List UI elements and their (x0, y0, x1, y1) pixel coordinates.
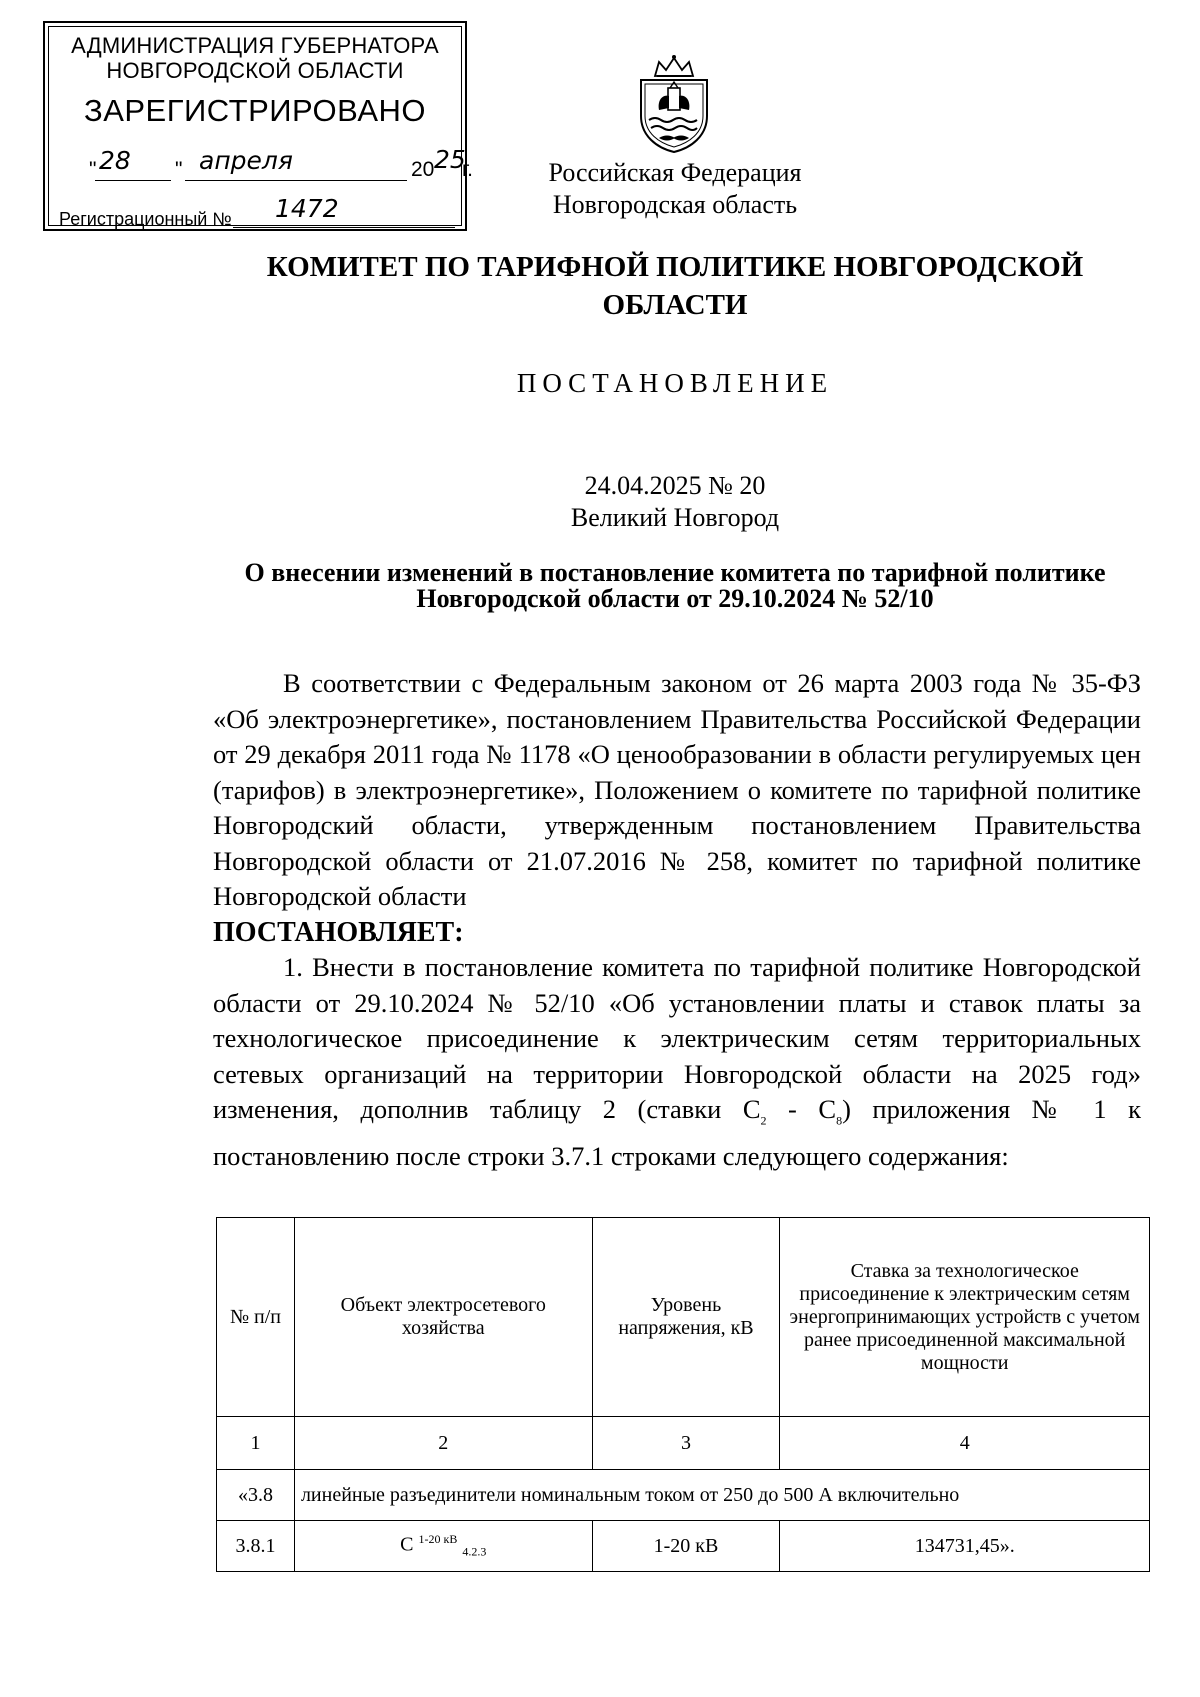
header-cell-object: Объект электросетевого хозяйства (294, 1218, 592, 1417)
stamp-date: " 28 " апреля 20 25 г. (89, 145, 473, 181)
object-symbol: С (400, 1533, 414, 1556)
stamp-month: апреля (199, 146, 293, 175)
registration-stamp (43, 21, 473, 231)
document-type: ПОСТАНОВЛЕНИЕ (516, 368, 834, 398)
table-section-row (217, 1470, 1150, 1521)
row-rate-cell: 134731,45». (780, 1521, 1150, 1572)
object-subscript: 4.2.3 (462, 1544, 487, 1559)
document-date-number: 24.04.2025 № 20 (584, 471, 766, 500)
item-1-paragraph (213, 950, 1141, 1174)
document-body (213, 666, 1141, 1174)
column-number-cell: 3 (592, 1417, 780, 1470)
region-name: Новгородская область (552, 190, 798, 219)
row-voltage-cell: 1-20 кВ (592, 1521, 780, 1572)
rates-table (216, 1217, 1150, 1572)
stamp-reg-number: 1472 (275, 194, 339, 223)
stamp-org-line1: АДМИНИСТРАЦИЯ ГУБЕРНАТОРА (71, 33, 439, 58)
committee-line2: ОБЛАСТИ (602, 289, 748, 321)
subject-line2: Новгородской области от 29.10.2024 № 52/10 (416, 584, 934, 613)
item-1-sub-2: 2 (760, 1113, 767, 1128)
item-1-sub-8: 8 (836, 1113, 843, 1128)
decree-heading: ПОСТАНОВЛЯЕТ: (213, 916, 464, 948)
row-number-cell: 3.8.1 (217, 1521, 295, 1572)
committee-line1: КОМИТЕТ ПО ТАРИФНОЙ ПОЛИТИКЕ НОВГОРОДСКОЙ (266, 251, 1084, 283)
item-1-text-start: 1. Внести в постановление комитета по тарифной политике Новгородской области от 29.10.2024 № 52/10 «Об установлении платы и ставок платы за технологическое присоединение к электрическим сетям территориальных сетевых организаций на территории Новгородской области на 2025 год» изменения, дополнив таблицу 2 (ставки С (213, 952, 1141, 1124)
stamp-org-line2: НОВГОРОДСКОЙ ОБЛАСТИ (106, 58, 404, 83)
country-block (490, 157, 860, 221)
column-number-cell: 4 (780, 1417, 1150, 1470)
document-subject (160, 560, 1190, 612)
stamp-year: 25 (434, 145, 466, 174)
committee-title (200, 248, 1150, 324)
item-1-text-end: ) приложения № 1 к постановлению после строки 3.7.1 строками следующего содержания: (213, 1094, 1141, 1171)
column-number-cell: 2 (294, 1417, 592, 1470)
date-number-block (400, 470, 950, 534)
stamp-reg-label: Регистрационный № (59, 209, 232, 229)
row-object-cell (294, 1521, 592, 1572)
country-name: Российская Федерация (548, 158, 802, 187)
stamp-title: ЗАРЕГИСТРИРОВАНО (83, 93, 426, 128)
section-text-cell: линейные разъединители номинальным током от 250 до 500 А включительно (294, 1470, 1149, 1521)
item-1-dash: - С (766, 1094, 837, 1124)
header-cell-rate: Ставка за технологическое присоединение к электрическим сетям энергопринимающих устройств с учетом ранее присоединенной максимальной мощности (780, 1218, 1150, 1417)
document-city: Великий Новгород (570, 503, 780, 532)
object-superscript: 1-20 кВ (418, 1532, 458, 1547)
header-cell-voltage: Уровень напряжения, кВ (592, 1218, 780, 1417)
section-number-cell: «3.8 (217, 1470, 295, 1521)
coat-of-arms-icon (633, 54, 715, 154)
stamp-organization (45, 33, 465, 83)
stamp-year-prefix: 20 (411, 158, 435, 181)
stamp-year-unit: г. (462, 158, 473, 181)
column-number-cell: 1 (217, 1417, 295, 1470)
table-header-row (217, 1218, 1150, 1417)
subject-line1: О внесении изменений в постановление комитета по тарифной политике (244, 558, 1106, 587)
table-row (217, 1521, 1150, 1572)
table-column-numbers-row (217, 1417, 1150, 1470)
header-cell-number: № п/п (217, 1218, 295, 1417)
preamble-paragraph: В соответствии с Федеральным законом от 26 марта 2003 года № 35-ФЗ «Об электроэнергетике», постановлением Правительства Российской Федерации от 29 декабря 2011 года № 1178 «О ценообразовании в области регулируемых цен (тарифов) в электроэнергетике», Положением о комитете по тарифной политике Новгородский области, утвержденным постановлением Правительства Новгородской области от 21.07.2016 № 258, комитет по тарифной политике Новгородской области (213, 668, 1141, 911)
stamp-day: 28 (99, 146, 131, 175)
